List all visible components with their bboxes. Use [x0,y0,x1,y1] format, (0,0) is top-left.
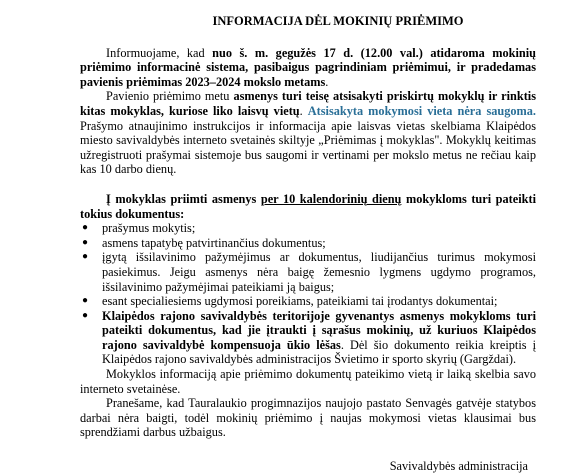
bullet-icon: ● [82,222,89,234]
bullet-icon: ● [82,309,89,321]
paragraph-documents-required [80,192,536,221]
list-item-text: prašymus mokytis; [102,221,196,236]
list-item-text: asmens tapatybę patvirtinančius dokumentus; [102,235,326,250]
p1-text-bold: nuo š. m. gegužės 17 d. (12.00 val.) atidaroma mokinių priėmimo informacinė sistema, pasibaigus pagrindiniam priėmimui, ir pradedamas pavienis priėmimas 2023–2024 mokslo metams [80,45,536,89]
list-item-text-bold: Klaipėdos rajono savivaldybės teritorijoje gyvenantys asmenys mokykloms turi pateikti dokumentus, kad jie įtraukti į sąrašus mokinių, už kuriuos Klaipėdos rajono savivaldybė kompensuoja ūkio lėšas [102,308,536,352]
p2-text-a: Pavienio priėmimo metu [106,89,234,104]
p3-text-underlined: per 10 kalendorinių dienų [260,191,402,206]
list-item-text: . Dėl šio dokumento reikia kreiptis į Klaipėdos rajono savivaldybės administracijos Švietimo ir sporto skyrių (Gargždai). [102,337,536,367]
list-item-text: esant specialiesiems ugdymosi poreikiams, pateikiami tai įrodantys dokumentai; [102,294,498,309]
list-item [80,221,536,236]
p2-text-bold: asmenys turi teisę atsisakyti priskirtų mokyklų ir rinktis kitas mokyklas, kuriose liko laisvų vietų [80,89,537,118]
list-item-text: įgytą išsilavinimo pažymėjimus ar dokumentus, liudijančius turimus mokymosi pasiekimus. Jeigu asmenys nėra baigę žemesnio lygmens ugdymo programos, išsilavinimo pažymėjimai pateikiami ją baigus; [102,250,536,294]
bullet-icon: ● [82,295,89,307]
p1-text-c: . [325,74,329,89]
paragraph-opening-info [80,46,536,90]
p3-text-c: mokykloms turi pateikti tokius dokumentus: [80,191,536,221]
documents-list [80,221,536,367]
list-item [80,294,536,309]
p3-text-a: Į mokyklas priimti asmenys [106,191,261,206]
paragraph-gap [80,177,536,192]
bullet-icon: ● [82,251,89,263]
p2-text-e: Prašymo atnaujinimo instrukcijos ir informacija apie laisvas vietas skelbiama Klaipėdos miesto savivaldybės interneto svetainės skiltyje „Priėmimas į mokyklas". Mokyklų keitimas užregistruoti prašymai sistemoje bus saugomi ir vertinami per mokslo metus ne rečiau kaip kas 10 darbo dienų. [80,118,536,177]
signature-administration: Savivaldybės administracija [389,459,528,473]
document-title: INFORMACIJA DĖL MOKINIŲ PRIĖMIMO [212,14,464,28]
paragraph-construction-notice: Pranešame, kad Tauralaukio progimnazijos naujojo pastato Senvagės gatvėje statybos darbai nėra baigti, todėl mokinių priėmimo į naujas mokymosi vietas klausimai bus sprendžiami darbus užbaigus. [80,396,536,440]
list-item [80,250,536,294]
bullet-icon: ● [82,236,89,248]
list-item [80,236,536,251]
p1-text-a: Informuojame, kad [106,45,213,60]
list-item [80,309,536,367]
p2-text-highlight: Atsisakyta mokymosi vieta nėra saugoma. [307,103,536,118]
paragraph-individual-admission [80,89,536,177]
paragraph-school-info: Mokyklos informaciją apie priėmimo dokumentų pateikimo vietą ir laiką skelbia savo interneto svetainėse. [80,367,536,396]
p2-text-c: . [299,103,308,118]
